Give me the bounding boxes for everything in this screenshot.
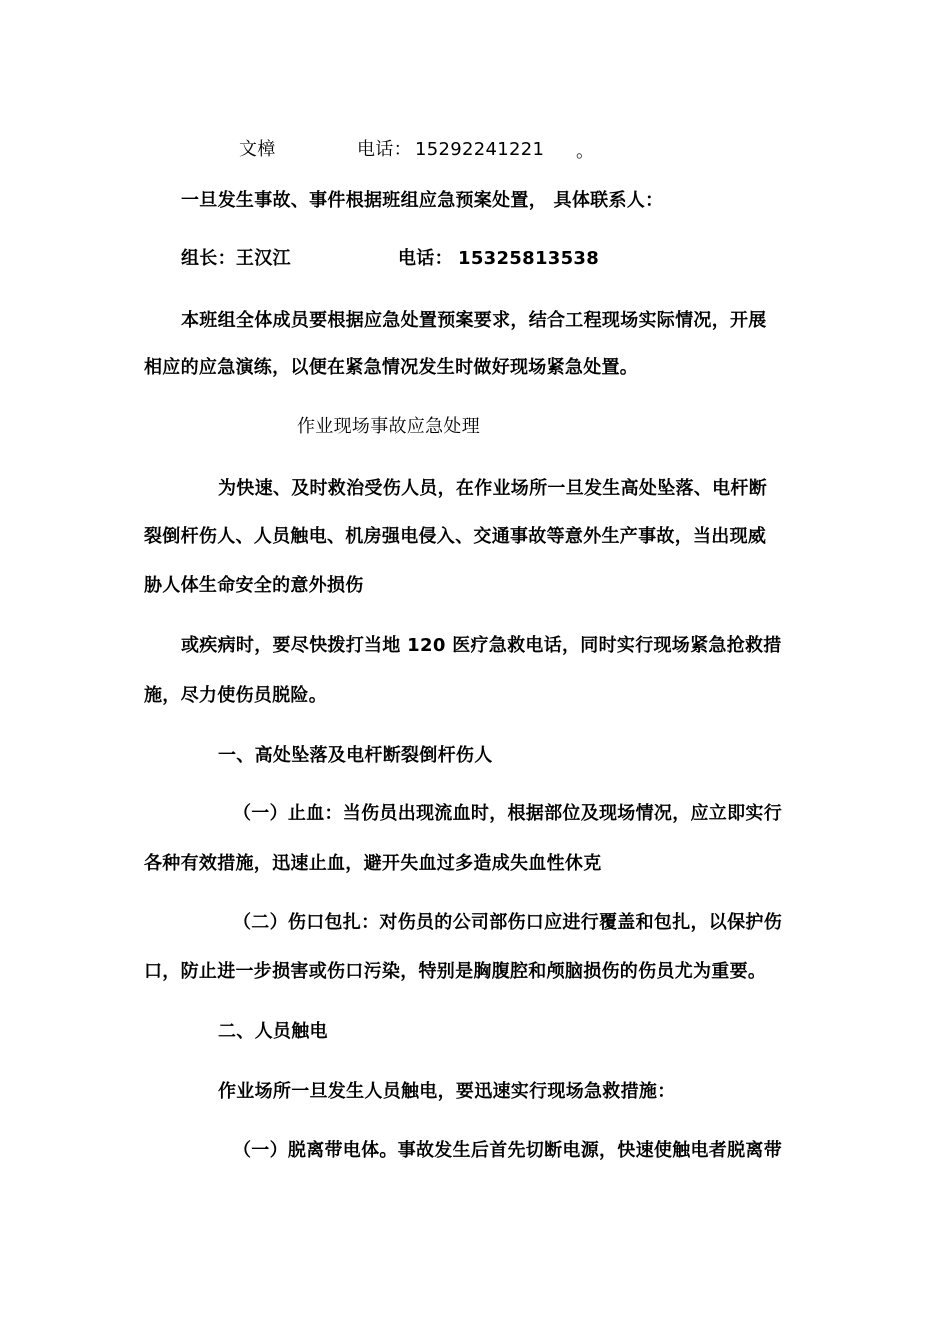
leader-phone: 15325813538 [458,248,600,269]
contact-name: 文樟 [239,139,276,160]
intro-paragraph-line: 为快速、及时救治受伤人员，在作业场所一旦发生高处坠落、电杆断 [218,478,767,499]
intro-paragraph-line: 胁人体生命安全的意外损伤 [144,575,364,596]
contact-end-mark: 。 [576,141,595,162]
item-detach-power-line: （一）脱离带电体。事故发生后首先切断电源，快速使触电者脱离带 [233,1140,782,1161]
heading-fall-injury: 一、高处坠落及电杆断裂倒杆伤人 [218,745,493,766]
item-wound-dressing-line: 口，防止进一步损害或伤口污染，特别是胸腹腔和颅脑损伤的伤员尤为重要。 [144,961,767,982]
emergency-call-paragraph-line: 施，尽力使伤员脱险。 [144,685,327,706]
contact-phone: 15292241221 [415,139,545,160]
emergency-call-paragraph-line: 或疾病时，要尽快拨打当地 120 医疗急救电话，同时实行现场紧急抢救措 [181,635,782,656]
drill-paragraph-line: 本班组全体成员要根据应急处置预案要求，结合工程现场实际情况，开展 [181,310,767,331]
leader-label: 组长：王汉江 [181,248,291,269]
contact-phone-label: 电话： [357,139,412,160]
leader-phone-label: 电话： [398,248,453,269]
drill-paragraph-line: 相应的应急演练，以便在紧急情况发生时做好现场紧急处置。 [144,357,639,378]
heading-electric-shock: 二、人员触电 [218,1021,328,1042]
section-title: 作业现场事故应急处理 [297,416,480,437]
electric-shock-paragraph: 作业场所一旦发生人员触电，要迅速实行现场急救措施： [218,1081,676,1102]
item-stop-bleeding-line: 各种有效措施，迅速止血，避开失血过多造成失血性休克 [144,853,602,874]
accident-contact-paragraph: 一旦发生事故、事件根据班组应急预案处置， 具体联系人： [181,190,664,211]
item-stop-bleeding-line: （一）止血：当伤员出现流血时，根据部位及现场情况，应立即实行 [233,803,782,824]
item-wound-dressing-line: （二）伤口包扎：对伤员的公司部伤口应进行覆盖和包扎，以保护伤 [233,912,782,933]
intro-paragraph-line: 裂倒杆伤人、人员触电、机房强电侵入、交通事故等意外生产事故，当出现威 [144,526,767,547]
